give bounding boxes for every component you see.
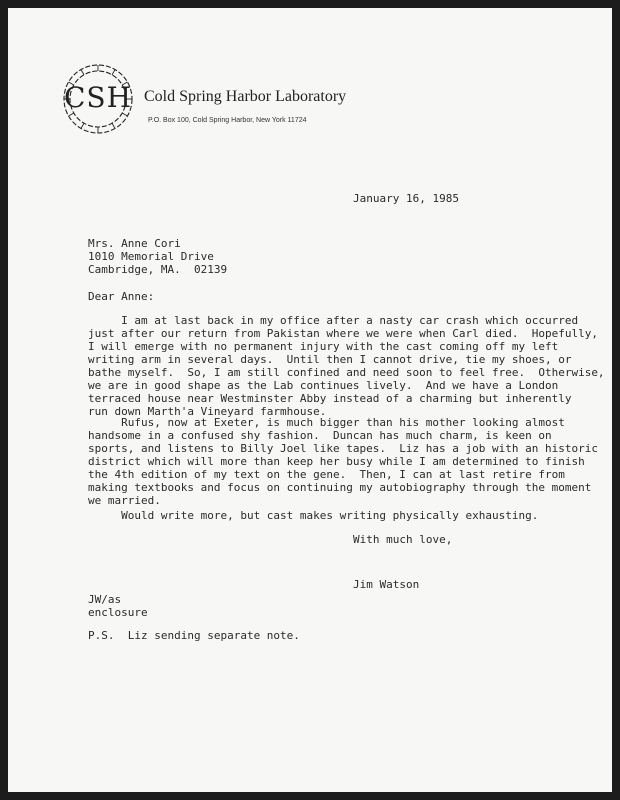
logo-monogram: CSH: [63, 80, 133, 114]
recipient-block: [88, 237, 227, 276]
csh-logo: [58, 59, 138, 139]
signature: Jim Watson: [353, 578, 420, 591]
postscript: P.S. Liz sending separate note.: [88, 629, 300, 642]
recipient-street: 1010 Memorial Drive: [88, 250, 214, 263]
greeting: Dear Anne:: [88, 290, 155, 303]
enclosure-note: enclosure: [88, 606, 148, 619]
letter-page: [8, 8, 612, 792]
closing: With much love,: [353, 533, 453, 546]
recipient-city: Cambridge, MA. 02139: [88, 263, 228, 276]
paragraph-1: I am at last back in my office after a nasty car crash which occurred just after our return from Pakistan where we were when Carl died. Hopefully, I will emerge with no permanent injury with the cast coming off my left writing arm in several days. Until then I cannot drive, tie my shoes, or bathe myself. So, I am still confined and need soon to feel free. Otherwise, we are in good shape as the Lab continues lively. And we have a London terraced house near Westminster Abby instead of a charming but inherently run down Marth'a Vineyard farmhouse.: [88, 314, 605, 418]
paragraph-3: Would write more, but cast makes writing physically exhausting.: [88, 509, 539, 522]
recipient-name: Mrs. Anne Cori: [88, 237, 181, 250]
typist-initials: JW/as: [88, 593, 122, 606]
organization-name: Cold Spring Harbor Laboratory: [144, 88, 347, 105]
letter-date: January 16, 1985: [353, 192, 459, 205]
organization-address: P.O. Box 100, Cold Spring Harbor, New York 11724: [148, 117, 307, 124]
paragraph-2: Rufus, now at Exeter, is much bigger than his mother looking almost handsome in a confused shy fashion. Duncan has much charm, is keen on sports, and listens to Billy Joel like tapes. Liz has a job with an historic district which will more than keep her busy while I am determined to finish the 4th edition of my text on the gene. Then, I can at last retire from making textbooks and focus on continuing my autobiography through the moment we married.: [88, 416, 598, 507]
